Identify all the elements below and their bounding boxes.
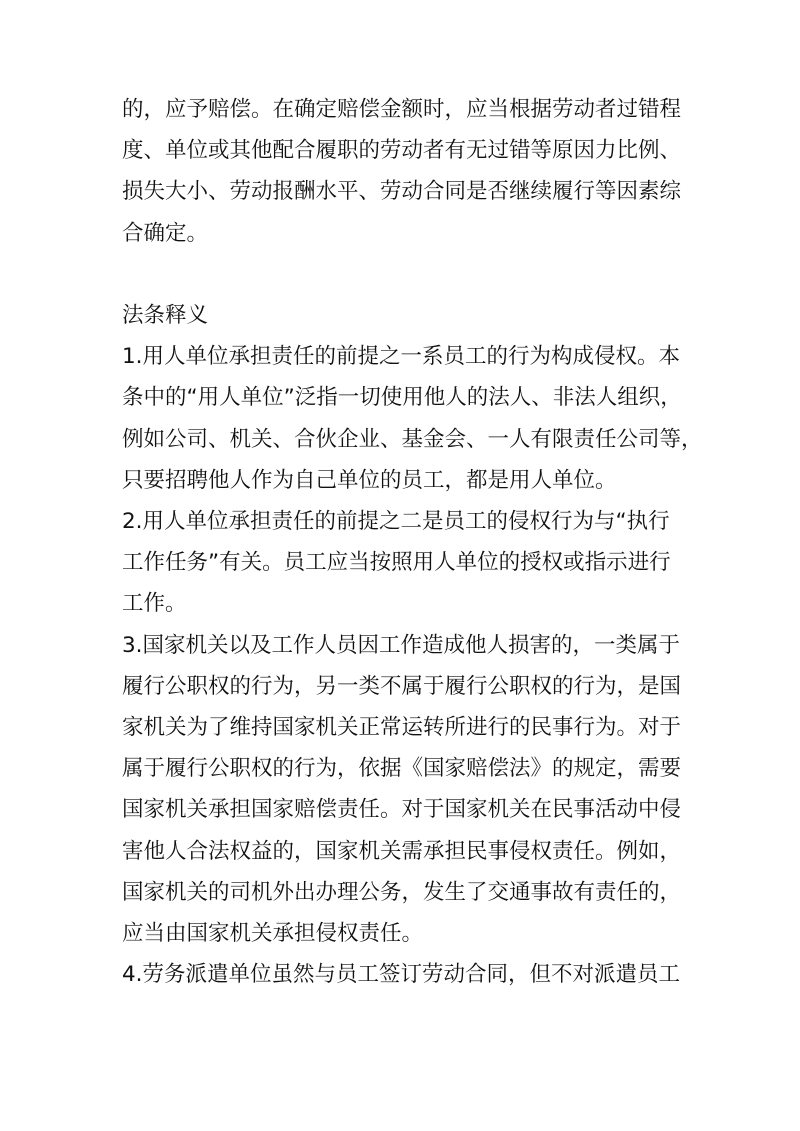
text-line: 合确定。 [122,220,209,246]
text-line: 害他人合法权益的，国家机关需承担民事侵权责任。例如， [122,838,682,864]
text-line: 例如公司、机关、合伙企业、基金会、一人有限责任公司等， [122,426,703,452]
paragraph-spacer [122,254,682,295]
text-line: 工作。 [122,591,187,617]
list-item-1 [122,336,703,501]
text-line: 国家机关承担国家赔偿责任。对于国家机关在民事活动中侵 [122,797,682,823]
intro-paragraph [122,89,682,254]
text-line: 条中的“用人单位”泛指一切使用他人的法人、非法人组织， [122,385,682,411]
section-heading: 法条释义 [122,303,209,328]
document-body [122,89,703,995]
text-line: 3.国家机关以及工作人员因工作造成他人损害的，一类属于 [122,632,681,658]
list-item-3 [122,625,682,955]
text-line: 度、单位或其他配合履职的劳动者有无过错等原因力比例、 [122,138,682,164]
text-line: 工作任务”有关。员工应当按照用人单位的授权或指示进行 [122,550,671,576]
text-line: 损失大小、劳动报酬水平、劳动合同是否继续履行等因素综 [122,179,682,205]
text-line: 国家机关的司机外出办理公务，发生了交通事故有责任的， [122,879,682,905]
list-item-4 [122,954,682,995]
text-line: 2.用人单位承担责任的前提之二是员工的侵权行为与“执行 [122,509,670,535]
text-line: 履行公职权的行为，另一类不属于履行公职权的行为，是国 [122,673,682,699]
text-line: 4.劳务派遣单位虽然与员工签订劳动合同，但不对派遣员工 [122,962,681,988]
text-line: 的，应予赔偿。在确定赔偿金额时，应当根据劳动者过错程 [122,97,682,122]
text-line: 只要招聘他人作为自己单位的员工，都是用人单位。 [122,467,617,493]
text-line: 1.用人单位承担责任的前提之一系员工的行为构成侵权。本 [122,344,681,370]
text-line: 属于履行公职权的行为，依据《国家赔偿法》的规定，需要 [122,756,682,782]
text-line: 应当由国家机关承担侵权责任。 [122,921,424,947]
text-line: 家机关为了维持国家机关正常运转所进行的民事行为。对于 [122,715,682,741]
list-item-2 [122,501,682,625]
